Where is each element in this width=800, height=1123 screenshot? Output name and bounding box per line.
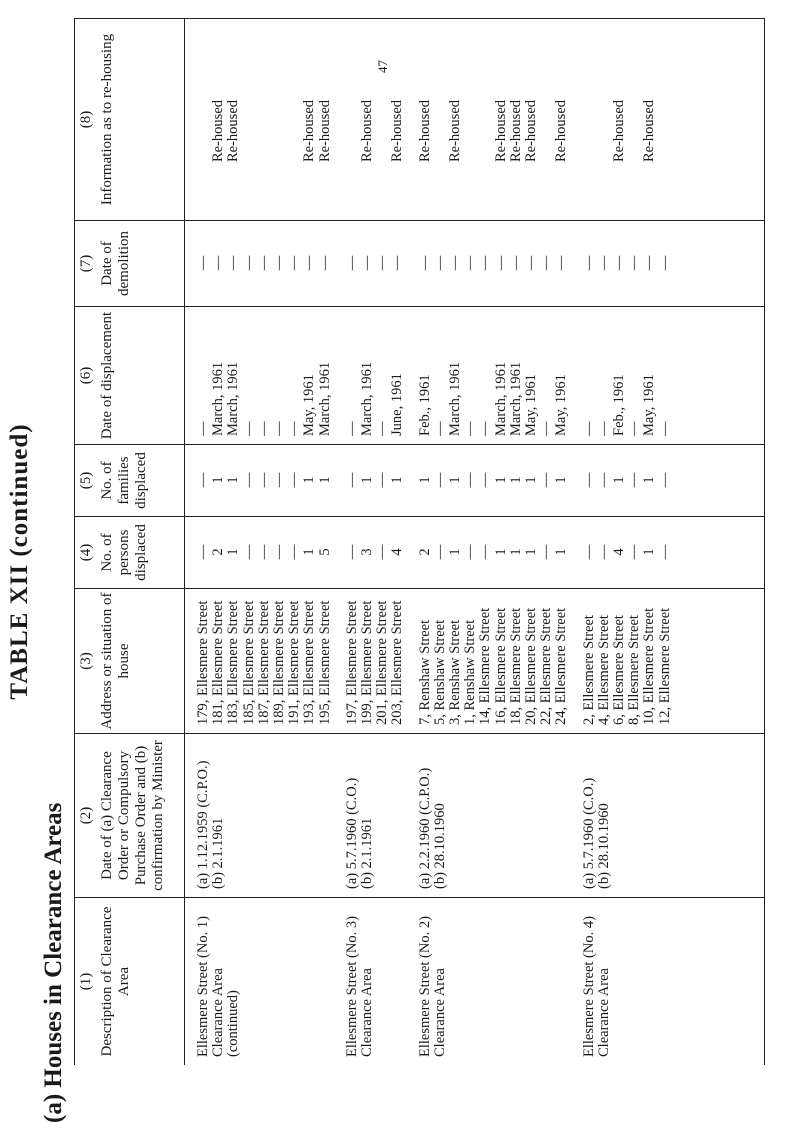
displacement-date: — bbox=[477, 421, 494, 436]
families-displaced: 1 bbox=[641, 476, 658, 484]
house-address: 203, Ellesmere Street bbox=[389, 600, 406, 725]
persons-displaced: — bbox=[626, 544, 643, 560]
displacement-date: — bbox=[626, 421, 643, 436]
persons-displaced: 5 bbox=[316, 548, 333, 556]
displacement-date: — bbox=[462, 421, 479, 436]
persons-displaced: 4 bbox=[611, 548, 627, 556]
clearance-table bbox=[74, 18, 764, 1065]
table-subtitle: (a) Houses in Clearance Areas bbox=[40, 802, 67, 1123]
column-number: (2) bbox=[78, 806, 94, 825]
rehousing-info: Re-housed bbox=[523, 99, 539, 162]
families-displaced: — bbox=[271, 472, 287, 488]
column-header bbox=[78, 19, 182, 220]
demolition-date: — bbox=[611, 255, 627, 271]
demolition-date: — bbox=[431, 255, 448, 271]
displacement-date: March, 1961 bbox=[447, 361, 463, 436]
demolition-date: — bbox=[641, 255, 658, 271]
area-description: Ellesmere Street (No. 4) bbox=[580, 916, 597, 1057]
persons-displaced: 1 bbox=[641, 548, 658, 556]
families-displaced: 1 bbox=[611, 476, 627, 484]
house-address: 24, Ellesmere Street bbox=[553, 607, 570, 725]
persons-displaced: 1 bbox=[507, 548, 524, 556]
displacement-date: — bbox=[431, 421, 448, 436]
families-displaced: 1 bbox=[389, 476, 406, 484]
area-description: Clearance Area bbox=[210, 968, 227, 1057]
house-address: 18, Ellesmere Street bbox=[507, 607, 524, 725]
families-displaced: — bbox=[462, 472, 479, 488]
house-address: 22, Ellesmere Street bbox=[538, 607, 555, 725]
demolition-date: — bbox=[343, 255, 360, 271]
persons-displaced: 2 bbox=[210, 548, 227, 556]
house-address: 181, Ellesmere Street bbox=[210, 600, 227, 725]
column-header bbox=[78, 445, 182, 516]
house-address: 201, Ellesmere Street bbox=[374, 600, 391, 725]
order-date: (a) 2.2.1960 (C.P.O.) bbox=[416, 767, 433, 889]
rehousing-info: Re-housed bbox=[492, 99, 509, 162]
column-number: (7) bbox=[78, 254, 94, 273]
rehousing-info: Re-housed bbox=[507, 99, 524, 162]
order-date: (b) 28.10.1960 bbox=[431, 803, 448, 889]
rehousing-info: Re-housed bbox=[553, 99, 570, 162]
families-displaced: — bbox=[431, 472, 448, 488]
column-label: Information as to re-housing bbox=[99, 33, 115, 206]
persons-displaced: 1 bbox=[447, 548, 463, 556]
demolition-date: — bbox=[462, 255, 479, 271]
displacement-date: March, 1961 bbox=[359, 361, 375, 436]
demolition-date: — bbox=[286, 255, 303, 271]
persons-displaced: — bbox=[431, 544, 448, 560]
house-address: 14, Ellesmere Street bbox=[477, 607, 494, 725]
persons-displaced: — bbox=[462, 544, 479, 560]
families-displaced: — bbox=[255, 472, 272, 488]
house-address: 195, Ellesmere Street bbox=[316, 600, 333, 725]
persons-displaced: 1 bbox=[523, 548, 539, 556]
families-displaced: — bbox=[195, 472, 211, 488]
persons-displaced: — bbox=[595, 544, 612, 560]
column-label: Date of (a) Clearance Order or Compulsory Purchase Order and (b) confirmation by Minister bbox=[99, 740, 166, 891]
house-address: 193, Ellesmere Street bbox=[301, 600, 318, 725]
demolition-date: — bbox=[507, 255, 524, 271]
persons-displaced: 4 bbox=[389, 548, 406, 556]
house-address: 12, Ellesmere Street bbox=[656, 607, 673, 725]
column-number: (6) bbox=[78, 366, 94, 385]
house-address: 7, Renshaw Street bbox=[416, 619, 433, 725]
house-address: 183, Ellesmere Street bbox=[225, 600, 242, 725]
persons-displaced: — bbox=[240, 544, 257, 560]
column-header bbox=[78, 517, 182, 588]
demolition-date: — bbox=[359, 255, 375, 271]
order-date: (a) 1.12.1959 (C.P.O.) bbox=[195, 760, 211, 889]
column-header bbox=[78, 734, 182, 897]
area-description: Clearance Area bbox=[359, 968, 375, 1057]
displacement-date: — bbox=[286, 421, 303, 436]
column-header bbox=[78, 221, 182, 306]
column-header bbox=[78, 307, 182, 444]
rehousing-info: Re-housed bbox=[316, 99, 333, 162]
demolition-date: — bbox=[316, 255, 333, 271]
rehousing-info: Re-housed bbox=[641, 99, 658, 162]
column-label: Description of Clearance Area bbox=[99, 906, 132, 1057]
displacement-date: May, 1961 bbox=[641, 374, 658, 436]
house-address: 199, Ellesmere Street bbox=[359, 600, 375, 725]
demolition-date: — bbox=[255, 255, 272, 271]
area-description: Ellesmere Street (No. 3) bbox=[343, 916, 360, 1057]
persons-displaced: 1 bbox=[301, 548, 318, 556]
house-address: 191, Ellesmere Street bbox=[286, 600, 303, 725]
area-description: Ellesmere Street (No. 1) bbox=[195, 916, 211, 1057]
displacement-date: — bbox=[195, 421, 211, 436]
persons-displaced: 1 bbox=[492, 548, 509, 556]
rehousing-info: Re-housed bbox=[611, 99, 627, 162]
column-number: (3) bbox=[78, 652, 94, 670]
column-label: Address or situation of house bbox=[99, 592, 132, 730]
area-description: Ellesmere Street (No. 2) bbox=[416, 916, 433, 1057]
column-number: (5) bbox=[78, 471, 94, 490]
displacement-date: — bbox=[595, 421, 612, 436]
persons-displaced: 1 bbox=[225, 548, 242, 556]
rehousing-info: Re-housed bbox=[389, 99, 406, 162]
demolition-date: — bbox=[580, 255, 597, 271]
displacement-date: — bbox=[255, 421, 272, 436]
demolition-date: — bbox=[240, 255, 257, 271]
families-displaced: — bbox=[595, 472, 612, 488]
demolition-date: — bbox=[416, 255, 433, 271]
area-description: Clearance Area bbox=[431, 968, 448, 1057]
column-header bbox=[78, 589, 182, 733]
persons-displaced: 2 bbox=[416, 548, 433, 556]
house-address: 16, Ellesmere Street bbox=[492, 607, 509, 725]
area-description: Clearance Area bbox=[595, 968, 612, 1057]
demolition-date: — bbox=[374, 255, 391, 271]
families-displaced: — bbox=[286, 472, 303, 488]
persons-displaced: — bbox=[477, 544, 494, 560]
displacement-date: March, 1961 bbox=[316, 361, 333, 436]
house-address: 2, Ellesmere Street bbox=[580, 615, 597, 725]
displacement-date: — bbox=[271, 421, 287, 436]
house-address: 20, Ellesmere Street bbox=[523, 607, 539, 725]
house-address: 179, Ellesmere Street bbox=[195, 600, 211, 725]
persons-displaced: — bbox=[286, 544, 303, 560]
families-displaced: — bbox=[477, 472, 494, 488]
persons-displaced: 1 bbox=[553, 548, 570, 556]
displacement-date: — bbox=[580, 421, 597, 436]
demolition-date: — bbox=[477, 255, 494, 271]
displacement-date: — bbox=[240, 421, 257, 436]
persons-displaced: — bbox=[374, 544, 391, 560]
column-label: Date of demolition bbox=[99, 231, 132, 296]
persons-displaced: 3 bbox=[359, 548, 375, 556]
displacement-date: May, 1961 bbox=[523, 374, 539, 436]
house-address: 185, Ellesmere Street bbox=[240, 600, 257, 725]
column-header bbox=[78, 898, 182, 1065]
demolition-date: — bbox=[626, 255, 643, 271]
families-displaced: 1 bbox=[447, 476, 463, 484]
house-address: 187, Ellesmere Street bbox=[255, 600, 272, 725]
families-displaced: — bbox=[374, 472, 391, 488]
house-address: 4, Ellesmere Street bbox=[595, 615, 612, 725]
families-displaced: 1 bbox=[553, 476, 570, 484]
area-description: (continued) bbox=[225, 990, 242, 1057]
demolition-date: — bbox=[225, 255, 242, 271]
displacement-date: — bbox=[343, 421, 360, 436]
families-displaced: 1 bbox=[301, 476, 318, 484]
demolition-date: — bbox=[301, 255, 318, 271]
displacement-date: March, 1961 bbox=[492, 361, 509, 436]
families-displaced: 1 bbox=[416, 476, 433, 484]
persons-displaced: — bbox=[255, 544, 272, 560]
house-address: 6, Ellesmere Street bbox=[611, 615, 627, 725]
families-displaced: 1 bbox=[507, 476, 524, 484]
displacement-date: Feb., 1961 bbox=[416, 374, 433, 436]
demolition-date: — bbox=[447, 255, 463, 271]
displacement-date: March, 1961 bbox=[225, 361, 242, 436]
families-displaced: 1 bbox=[210, 476, 227, 484]
persons-displaced: — bbox=[195, 544, 211, 560]
displacement-date: Feb., 1961 bbox=[611, 374, 627, 436]
order-date: (b) 2.1.1961 bbox=[359, 817, 375, 889]
column-number: (8) bbox=[78, 110, 94, 129]
column-number: (4) bbox=[78, 543, 94, 562]
displacement-date: — bbox=[656, 421, 673, 436]
families-displaced: — bbox=[580, 472, 597, 488]
demolition-date: — bbox=[492, 255, 509, 271]
order-date: (a) 5.7.1960 (C.O.) bbox=[343, 777, 360, 889]
house-address: 197, Ellesmere Street bbox=[343, 600, 360, 725]
order-date: (a) 5.7.1960 (C.O.) bbox=[580, 777, 597, 889]
families-displaced: 1 bbox=[523, 476, 539, 484]
demolition-date: — bbox=[195, 255, 211, 271]
persons-displaced: — bbox=[343, 544, 360, 560]
displacement-date: — bbox=[374, 421, 391, 436]
column-label: No. of persons displaced bbox=[99, 524, 149, 581]
demolition-date: — bbox=[210, 255, 227, 271]
families-displaced: 1 bbox=[492, 476, 509, 484]
persons-displaced: — bbox=[538, 544, 555, 560]
demolition-date: — bbox=[389, 255, 406, 271]
house-address: 8, Ellesmere Street bbox=[626, 615, 643, 725]
house-address: 10, Ellesmere Street bbox=[641, 607, 658, 725]
demolition-date: — bbox=[271, 255, 287, 271]
rehousing-info: Re-housed bbox=[210, 99, 227, 162]
rehousing-info: Re-housed bbox=[416, 99, 433, 162]
demolition-date: — bbox=[553, 255, 570, 271]
families-displaced: 1 bbox=[316, 476, 333, 484]
families-displaced: — bbox=[343, 472, 360, 488]
families-displaced: 1 bbox=[359, 476, 375, 484]
demolition-date: — bbox=[538, 255, 555, 271]
column-number: (1) bbox=[78, 972, 94, 991]
families-displaced: — bbox=[240, 472, 257, 488]
persons-displaced: — bbox=[580, 544, 597, 560]
demolition-date: — bbox=[523, 255, 539, 271]
displacement-date: — bbox=[538, 421, 555, 436]
demolition-date: — bbox=[656, 255, 673, 271]
house-address: 1, Renshaw Street bbox=[462, 619, 479, 725]
rehousing-info: Re-housed bbox=[359, 99, 375, 162]
displacement-date: May, 1961 bbox=[301, 374, 318, 436]
rehousing-info: Re-housed bbox=[447, 99, 463, 162]
displacement-date: June, 1961 bbox=[389, 373, 406, 436]
house-address: 3, Renshaw Street bbox=[447, 619, 463, 725]
families-displaced: — bbox=[538, 472, 555, 488]
demolition-date: — bbox=[595, 255, 612, 271]
persons-displaced: — bbox=[656, 544, 673, 560]
rehousing-info: Re-housed bbox=[225, 99, 242, 162]
displacement-date: March, 1961 bbox=[507, 361, 524, 436]
order-date: (b) 2.1.1961 bbox=[210, 817, 227, 889]
table-title: TABLE XII (continued) bbox=[6, 423, 33, 700]
persons-displaced: — bbox=[271, 544, 287, 560]
page-number: 47 bbox=[375, 60, 390, 73]
column-label: Date of displacement bbox=[99, 311, 115, 440]
families-displaced: 1 bbox=[225, 476, 242, 484]
order-date: (b) 28.10.1960 bbox=[595, 803, 612, 889]
displacement-date: March, 1961 bbox=[210, 361, 227, 436]
families-displaced: — bbox=[656, 472, 673, 488]
house-address: 189, Ellesmere Street bbox=[271, 600, 287, 725]
rehousing-info: Re-housed bbox=[301, 99, 318, 162]
displacement-date: May, 1961 bbox=[553, 374, 570, 436]
house-address: 5, Renshaw Street bbox=[431, 619, 448, 725]
families-displaced: — bbox=[626, 472, 643, 488]
column-label: No. of families displaced bbox=[99, 452, 149, 509]
